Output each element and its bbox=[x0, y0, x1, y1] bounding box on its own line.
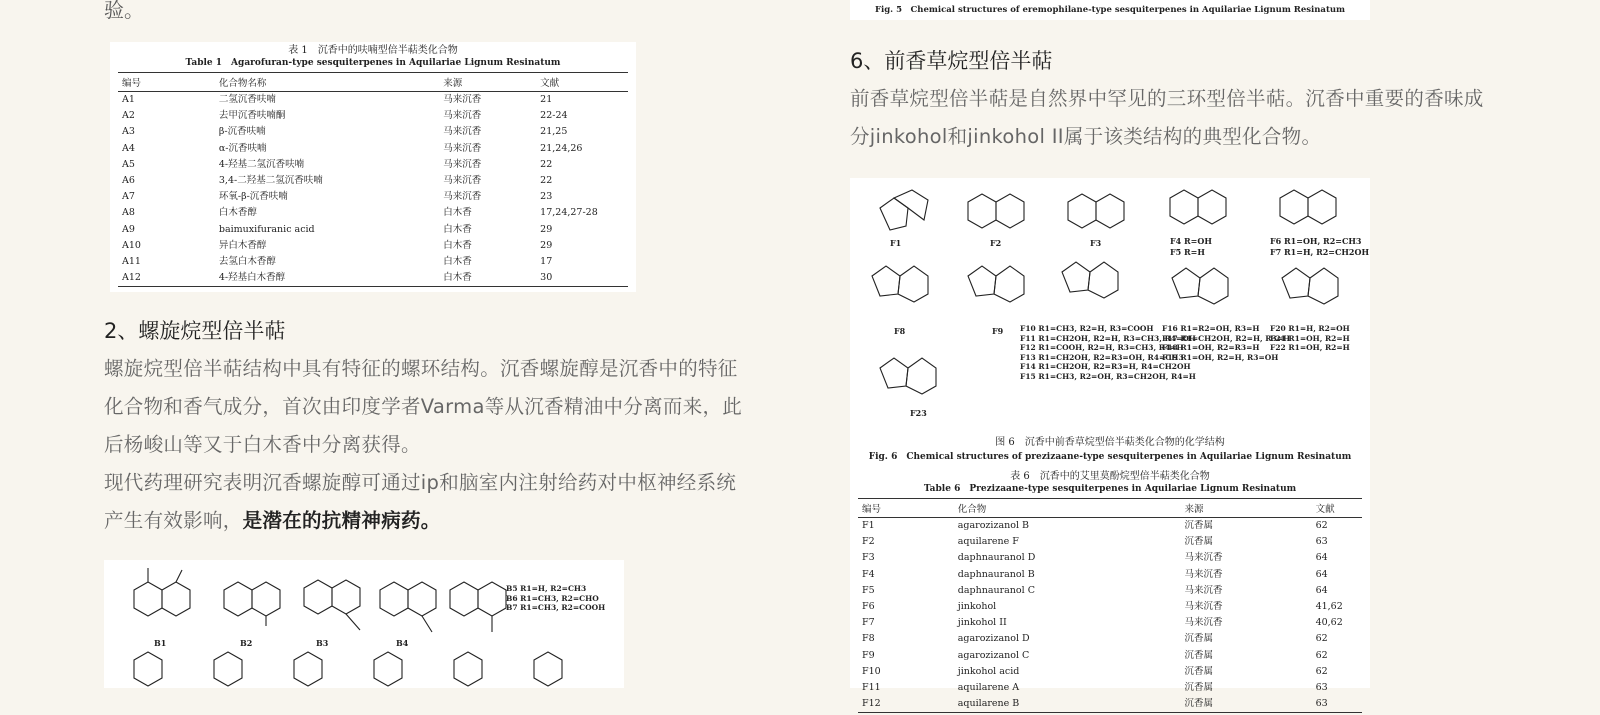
table-cell: 64 bbox=[1315, 568, 1328, 580]
table1 bbox=[118, 72, 628, 287]
b3-ring-1 bbox=[304, 580, 332, 614]
f9-ring-2 bbox=[994, 266, 1024, 302]
f7-label: F7 R1=H, R2=CH2OH bbox=[1270, 247, 1370, 257]
f1-ring-2 bbox=[894, 190, 928, 220]
table-row bbox=[858, 534, 1362, 550]
b4-ring-1 bbox=[380, 582, 408, 616]
table-header-cell: 编号 bbox=[118, 73, 215, 92]
fig6-captions bbox=[850, 436, 1370, 464]
f16-ring-1 bbox=[1172, 268, 1200, 298]
table1-title-en: Table 1 Agarofuran-type sesquiterpenes in Aquilariae Lignum Resinatum bbox=[185, 58, 561, 68]
table-cell: 63 bbox=[1315, 682, 1328, 694]
table1-header-row bbox=[118, 73, 628, 92]
table-row bbox=[858, 583, 1362, 599]
table-cell: daphnauranol B bbox=[957, 568, 1035, 580]
f1-label: F1 bbox=[890, 238, 902, 248]
table-cell: 30 bbox=[536, 270, 628, 287]
table-cell: 63 bbox=[1312, 696, 1362, 713]
table-row bbox=[858, 615, 1362, 631]
table-cell: 马来沉香 bbox=[1184, 617, 1223, 629]
table-cell: 沉香属 bbox=[1184, 649, 1214, 661]
table-cell: 22 bbox=[540, 158, 553, 170]
table6 bbox=[858, 498, 1362, 713]
table-cell: 白木香醇 bbox=[218, 207, 257, 219]
f2-label: F2 bbox=[990, 238, 1002, 248]
b11-ring bbox=[374, 652, 402, 686]
table-cell: F9 bbox=[862, 649, 875, 661]
table-cell: A6 bbox=[122, 175, 135, 187]
table-row bbox=[118, 222, 628, 238]
f20-f22-substituents bbox=[1270, 324, 1350, 353]
f4-ring-1 bbox=[1170, 190, 1198, 224]
table-cell: 马来沉香 bbox=[443, 191, 482, 203]
table-cell: A11 bbox=[122, 256, 141, 268]
fig6-caption-cn: 图 6 沉香中前香草烷型倍半萜类化合物的化学结构 bbox=[995, 437, 1225, 448]
f2-ring-2 bbox=[996, 194, 1024, 228]
table-cell: 21,24,26 bbox=[540, 142, 583, 154]
f10-subst: F10 R1=CH3, R2=H, R3=COOH bbox=[1020, 324, 1154, 333]
f3-ring-1 bbox=[1068, 194, 1096, 228]
table-row bbox=[118, 189, 628, 205]
table-header-cell: 文献 bbox=[1312, 499, 1362, 518]
table-cell: F12 bbox=[858, 696, 954, 713]
table-cell: 62 bbox=[1315, 665, 1328, 677]
table-cell: 白木香 bbox=[443, 223, 472, 235]
table-cell: aquilarene B bbox=[954, 696, 1181, 713]
table-cell: 环氧-β-沉香呋喃 bbox=[218, 191, 288, 203]
b10-ring bbox=[294, 652, 322, 686]
table-cell: 29 bbox=[540, 239, 553, 251]
f22-subst: F22 R1=OH, R2=H bbox=[1270, 343, 1350, 352]
table-cell: 63 bbox=[1315, 536, 1328, 548]
f20-ring-2 bbox=[1308, 268, 1338, 304]
table-cell: 29 bbox=[540, 223, 553, 235]
table-cell: F4 bbox=[862, 568, 875, 580]
f21-subst: F21 R1=OH, R2=H bbox=[1270, 333, 1350, 343]
table-cell: 马来沉香 bbox=[1184, 568, 1223, 580]
table-row bbox=[858, 599, 1362, 615]
fig6-molecules bbox=[850, 178, 1370, 418]
section2 bbox=[104, 316, 744, 540]
b5-subst: B5 R1=H, R2=CH3 bbox=[506, 584, 587, 593]
table-row bbox=[118, 157, 628, 173]
b6-subst: B6 R1=CH3, R2=CHO bbox=[506, 593, 599, 603]
table6-header-row bbox=[858, 499, 1362, 518]
section2-para2-bold: 是潜在的抗精神病药。 bbox=[242, 509, 441, 532]
table-header-cell: 文献 bbox=[536, 73, 628, 92]
table6-block bbox=[850, 470, 1370, 715]
b7-subst: B7 R1=CH3, R2=COOH bbox=[506, 603, 606, 612]
table-header-cell: 编号 bbox=[858, 499, 954, 518]
section2-para1: 螺旋烷型倍半萜结构中具有特征的螺环结构。沉香螺旋醇是沉香中的特征化合物和香气成分，首次由印度学者Varma等从沉香精油中分离而来，此后杨峻山等又于白木香中分离获得。 bbox=[104, 357, 743, 456]
table-row bbox=[858, 648, 1362, 664]
table-cell: A9 bbox=[122, 223, 135, 235]
f4-ring-2 bbox=[1198, 190, 1226, 224]
f13-subst: F13 R1=CH2OH, R2=R3=OH, R4=CH3 bbox=[1020, 352, 1184, 362]
table6-title-en: Table 6 Prezizaane-type sesquiterpenes in Aquilariae Lignum Resinatum bbox=[923, 484, 1297, 494]
f6-label: F6 R1=OH, R2=CH3 bbox=[1270, 236, 1362, 246]
table-cell: 沉香属 bbox=[1181, 696, 1312, 713]
f23-label: F23 bbox=[910, 408, 927, 418]
table-cell: jinkohol acid bbox=[957, 665, 1020, 677]
table-cell: agarozizanol D bbox=[957, 633, 1030, 645]
table-cell: daphnauranol D bbox=[957, 552, 1036, 564]
table-header-cell: 化合物 bbox=[954, 499, 1181, 518]
table-cell: baimuxifuranic acid bbox=[218, 223, 315, 235]
table-cell: 白木香 bbox=[443, 239, 472, 251]
table-cell: F1 bbox=[862, 520, 875, 531]
b9-ring bbox=[214, 652, 242, 686]
b3-label: B3 bbox=[316, 638, 329, 648]
table-row bbox=[858, 567, 1362, 583]
table-cell: 62 bbox=[1315, 633, 1328, 645]
b4-label: B4 bbox=[396, 638, 409, 648]
b13-ring bbox=[534, 652, 562, 686]
table-cell: 沉香属 bbox=[1184, 665, 1214, 677]
table-cell: 沉香属 bbox=[1184, 536, 1214, 548]
b2-ring-1 bbox=[224, 582, 252, 616]
table-cell: 40,62 bbox=[1315, 617, 1343, 629]
f10-ring-1 bbox=[1062, 262, 1090, 292]
b12-ring bbox=[454, 652, 482, 686]
table-row bbox=[118, 92, 628, 109]
table-cell: 4-羟基二氢沉香呋喃 bbox=[218, 158, 305, 170]
table-cell: F6 bbox=[862, 601, 875, 613]
table-cell: 去氢白木香醇 bbox=[218, 256, 276, 268]
b5-ring-1 bbox=[450, 582, 478, 616]
b5-ring-2 bbox=[478, 582, 506, 616]
section6-para: 前香草烷型倍半萜是自然界中罕见的三环型倍半萜。沉香中重要的香味成分jinkohol和jinkohol II属于该类结构的典型化合物。 bbox=[850, 87, 1484, 148]
table-cell: 21,25 bbox=[540, 126, 568, 138]
fig6-caption-en: Fig. 6 Chemical structures of prezizaane-type sesquiterpenes in Aquilariae Lignum Resinatum bbox=[868, 452, 1352, 462]
f12-subst: F12 R1=COOH, R2=H, R3=CH3, R4=H bbox=[1020, 343, 1184, 352]
table-row bbox=[118, 108, 628, 124]
table-cell: 22 bbox=[540, 175, 553, 187]
table-cell: 马来沉香 bbox=[443, 110, 482, 122]
f8-ring-2 bbox=[898, 266, 928, 302]
table-cell: 17 bbox=[540, 256, 553, 268]
table-cell: F7 bbox=[862, 617, 875, 629]
table1-title-cn: 表 1 沉香中的呋喃型倍半萜类化合物 bbox=[288, 45, 458, 56]
table-cell: 白木香 bbox=[439, 270, 536, 287]
table-cell: jinkohol II bbox=[957, 617, 1007, 629]
table-cell: 17,24,27-28 bbox=[540, 207, 598, 219]
table-cell: 41,62 bbox=[1315, 601, 1343, 613]
table-cell: F3 bbox=[862, 552, 875, 564]
table-cell: 马来沉香 bbox=[443, 142, 482, 154]
table-cell: A1 bbox=[122, 94, 135, 105]
table-header-cell: 来源 bbox=[439, 73, 536, 92]
f2-ring-1 bbox=[968, 194, 996, 228]
table-cell: A8 bbox=[122, 207, 135, 219]
table-row bbox=[858, 680, 1362, 696]
b8-ring bbox=[134, 652, 162, 686]
table-row bbox=[118, 238, 628, 254]
f23-ring-2 bbox=[906, 358, 936, 394]
table-row bbox=[118, 124, 628, 140]
f4-label: F4 R=OH bbox=[1170, 236, 1212, 246]
table-cell: 白木香 bbox=[443, 207, 472, 219]
table-cell: agarozizanol B bbox=[957, 520, 1030, 531]
table1-figure bbox=[110, 42, 636, 292]
table-cell: A10 bbox=[122, 239, 141, 251]
table-cell: A12 bbox=[118, 270, 215, 287]
f6-ring-1 bbox=[1280, 190, 1308, 224]
table-cell: 去甲沉香呋喃酮 bbox=[218, 110, 286, 122]
table-cell: 64 bbox=[1315, 552, 1328, 564]
f11-subst: F11 R1=CH2OH, R2=H, R3=CH3, R4=OH bbox=[1020, 333, 1196, 343]
table6-body bbox=[858, 518, 1362, 713]
f14-subst: F14 R1=CH2OH, R2=R3=H, R4=CH2OH bbox=[1020, 362, 1191, 371]
f9-label: F9 bbox=[992, 326, 1004, 336]
fig5-caption-box bbox=[850, 0, 1370, 20]
table-row bbox=[118, 141, 628, 157]
table-cell: 马来沉香 bbox=[443, 94, 482, 105]
f15-subst: F15 R1=CH3, R2=OH, R3=CH2OH, R4=H bbox=[1020, 371, 1196, 381]
table-cell: agarozizanol C bbox=[957, 649, 1030, 661]
section2-para2 bbox=[104, 464, 744, 540]
f20-subst: F20 R1=H, R2=OH bbox=[1270, 324, 1350, 333]
f3-label: F3 bbox=[1090, 238, 1102, 248]
b2-ring-2 bbox=[252, 582, 280, 616]
table-row bbox=[858, 696, 1362, 713]
f20-ring-1 bbox=[1282, 268, 1310, 298]
fig6-and-table6 bbox=[850, 178, 1370, 710]
f8-label: F8 bbox=[894, 326, 906, 336]
table-cell: 异白木香醇 bbox=[218, 239, 267, 251]
table-cell: F2 bbox=[862, 536, 875, 548]
lead-text: 验。 bbox=[104, 0, 144, 22]
table-cell: A3 bbox=[122, 126, 135, 138]
section2-para2-plain: 现代药理研究表明沉香螺旋醇可通过ip和脑室内注射给药对中枢神经系统产生有效影响， bbox=[104, 471, 737, 532]
section6-heading: 6、前香草烷型倍半萜 bbox=[850, 49, 1053, 73]
table-cell: 4-羟基白木香醇 bbox=[215, 270, 439, 287]
table-cell: 62 bbox=[1315, 649, 1328, 661]
table-cell: 23 bbox=[540, 191, 553, 203]
table-cell: 22-24 bbox=[540, 110, 568, 122]
table-row bbox=[118, 205, 628, 221]
f1-ring-1 bbox=[880, 198, 908, 230]
table-cell: aquilarene F bbox=[957, 536, 1019, 548]
table-cell: A2 bbox=[122, 110, 135, 122]
f23-ring-1 bbox=[880, 358, 908, 388]
f17-subst: F17 R1=CH2OH, R2=H, R3=H bbox=[1162, 333, 1291, 343]
section6 bbox=[850, 46, 1500, 156]
table-cell: F11 bbox=[862, 682, 881, 694]
table-cell: F8 bbox=[862, 633, 875, 645]
table-cell: 白木香 bbox=[443, 256, 472, 268]
table-cell: 62 bbox=[1315, 520, 1328, 531]
b3-ring-2 bbox=[332, 580, 360, 614]
table-cell: 64 bbox=[1315, 584, 1328, 596]
table-cell: jinkohol bbox=[957, 601, 997, 613]
table-cell: 3,4-二羟基二氢沉香呋喃 bbox=[218, 175, 323, 187]
table-cell: 马来沉香 bbox=[443, 175, 482, 187]
figure-b-molecules bbox=[104, 560, 624, 688]
table-row bbox=[118, 270, 628, 287]
table-row bbox=[118, 254, 628, 270]
f10-ring-2 bbox=[1088, 262, 1118, 298]
table-cell: F10 bbox=[862, 665, 881, 677]
f8-ring-1 bbox=[872, 266, 900, 296]
table-header-cell: 来源 bbox=[1181, 499, 1312, 518]
left-column bbox=[104, 0, 744, 20]
table1-body bbox=[118, 92, 628, 287]
b1-label: B1 bbox=[154, 638, 167, 648]
f18-subst: F18 R1=OH, R2=R3=H bbox=[1162, 343, 1260, 352]
table-cell: 沉香属 bbox=[1184, 682, 1214, 694]
b1-ring-1 bbox=[134, 582, 162, 616]
table-cell: 马来沉香 bbox=[443, 158, 482, 170]
figure-b-structures bbox=[104, 560, 624, 688]
table-row bbox=[858, 664, 1362, 680]
table-row bbox=[858, 631, 1362, 647]
table-header-cell: 化合物名称 bbox=[215, 73, 439, 92]
table-row bbox=[858, 550, 1362, 566]
f5-label: F5 R=H bbox=[1170, 247, 1205, 257]
table-cell: A4 bbox=[122, 142, 135, 154]
table-cell: 沉香属 bbox=[1184, 520, 1214, 531]
table-cell: 马来沉香 bbox=[1184, 552, 1223, 564]
table6-title-cn: 表 6 沉香中的艾里莫酚烷型倍半萜类化合物 bbox=[1010, 471, 1210, 482]
table-cell: 二氢沉香呋喃 bbox=[218, 94, 276, 105]
fig5-caption: Fig. 5 Chemical structures of eremophilane-type sesquiterpenes in Aquilariae Lignum Resinatum bbox=[874, 5, 1346, 15]
f16-ring-2 bbox=[1198, 268, 1228, 304]
table-cell: 马来沉香 bbox=[443, 126, 482, 138]
b5-b7-substituents bbox=[506, 584, 605, 613]
table-cell: 马来沉香 bbox=[1184, 584, 1223, 596]
table-cell: 沉香属 bbox=[1184, 633, 1214, 645]
table-cell: A7 bbox=[122, 191, 135, 203]
table-cell: β-沉香呋喃 bbox=[218, 126, 266, 138]
f19-subst: F19 R1=OH, R2=H, R3=OH bbox=[1162, 352, 1279, 362]
f6-ring-2 bbox=[1308, 190, 1336, 224]
table-cell: 马来沉香 bbox=[1184, 601, 1223, 613]
f3-ring-2 bbox=[1096, 194, 1124, 228]
b2-label: B2 bbox=[240, 638, 253, 648]
table-cell: 21 bbox=[540, 94, 553, 105]
table-cell: F5 bbox=[862, 584, 875, 596]
table-row bbox=[858, 518, 1362, 535]
section2-heading: 2、螺旋烷型倍半萜 bbox=[104, 319, 286, 343]
table-cell: daphnauranol C bbox=[957, 584, 1035, 596]
table-cell: aquilarene A bbox=[957, 682, 1020, 694]
b1-ring-2 bbox=[162, 582, 190, 616]
f9-ring-1 bbox=[968, 266, 996, 296]
f16-subst: F16 R1=R2=OH, R3=H bbox=[1162, 324, 1260, 333]
table-cell: α-沉香呋喃 bbox=[218, 142, 267, 154]
table-row bbox=[118, 173, 628, 189]
table-cell: A5 bbox=[122, 158, 135, 170]
b4-ring-2 bbox=[408, 582, 436, 616]
